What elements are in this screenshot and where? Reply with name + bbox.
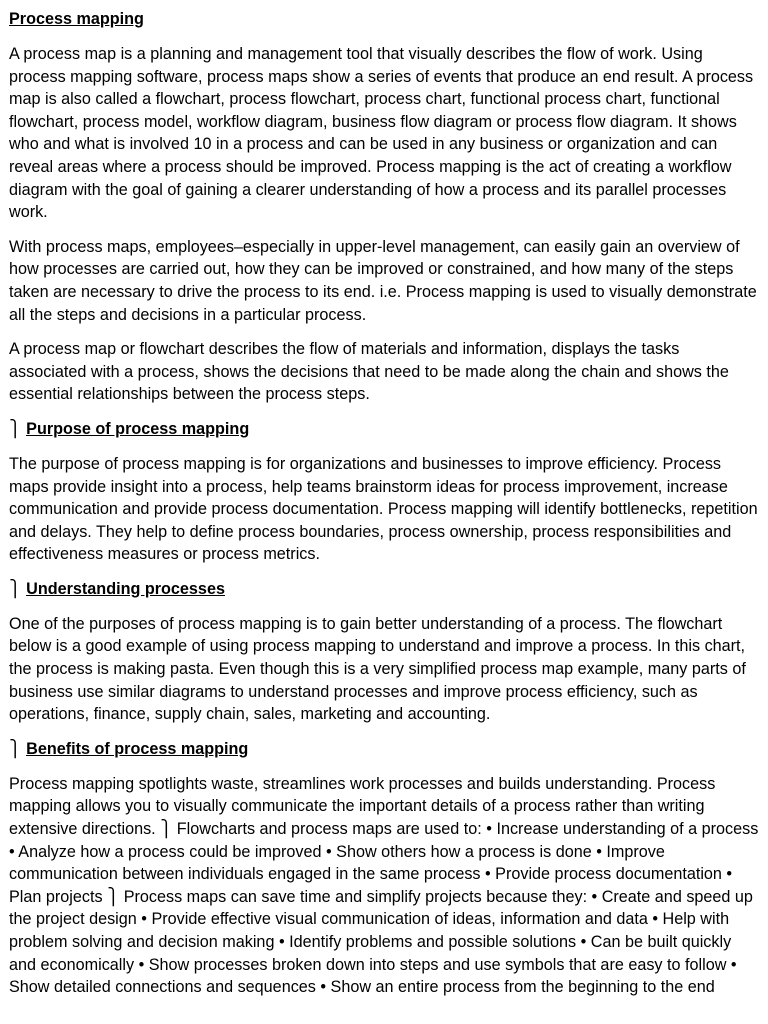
section-body-benefits: Process mapping spotlights waste, streamlines work processes and builds understanding. Process mapping allows you to visually communicate the important details of a process rather than writing extensive directions. ⎫ Flowcharts and process maps are used to: • Increase understanding of a process • Analyze how a process could be improved • Show others how a process is done • Improve communication between individuals engaged in the same process • Provide process documentation • Plan projects ⎫ Process maps can save time and simplify projects because they: • Create and speed up the project design • Provide effective visual communication of ideas, information and data • Help with problem solving and decision making • Identify problems and possible solutions • Can be built quickly and economically • Show processes broken down into steps and use symbols that are easy to follow • Show detailed connections and sequences • Show an entire process from the beginning to the end: [9, 774, 759, 997]
document-page: [9, 8, 761, 999]
document-title: [9, 8, 761, 30]
document-title-text: Process mapping: [9, 10, 144, 28]
bracket-bullet-icon: ⎫: [9, 419, 22, 438]
intro-paragraph-1: A process map is a planning and management tool that visually describes the flow of work. Using process mapping software, process maps show a series of events that produce an end result. A process map is also called a flowchart, process flowchart, process chart, functional process chart, functional flowchart, process model, workflow diagram, business flow diagram or process flow diagram. It shows who and what is involved 10 in a process and can be used in any business or organization and can reveal areas where a process should be improved. Process mapping is the act of creating a workflow diagram with the goal of gaining a clearer understanding of how a process and its parallel processes work.: [9, 45, 754, 222]
section-heading-benefits: [9, 738, 761, 760]
section-body-understanding: One of the purposes of process mapping is to gain better understanding of a process. The flowchart below is a good example of using process mapping to understand and improve a process. In this chart, the process is making pasta. Even though this is a very simplified process map example, many parts of business use similar diagrams to understand processes and improve process efficiency, such as operations, finance, supply chain, sales, marketing and accounting.: [9, 614, 746, 724]
section-body-purpose: The purpose of process mapping is for organizations and businesses to improve efficiency. Process maps provide insight into a process, help teams brainstorm ideas for process improvement, increase communication and provide process documentation. Process mapping will identify bottlenecks, repetition and delays. They help to define process boundaries, process ownership, process responsibilities and effectiveness measures or process metrics.: [9, 454, 758, 564]
section-heading-purpose: [9, 418, 761, 440]
intro-paragraph-2: With process maps, employees–especially in upper-level management, can easily gain an overview of how processes are carried out, how they can be improved or constrained, and how many of the steps taken are necessary to drive the process to its end. i.e. Process mapping is used to visually demonstrate all the steps and decisions in a particular process.: [9, 237, 757, 324]
section-heading-text: Benefits of process mapping: [26, 739, 249, 758]
bracket-bullet-icon: ⎫: [9, 579, 22, 598]
intro-paragraph-3: A process map or flowchart describes the flow of materials and information, displays the tasks associated with a process, shows the decisions that need to be made along the chain and shows the essential relationships between the process steps.: [9, 340, 729, 404]
section-heading-text: Understanding processes: [26, 579, 225, 598]
bracket-bullet-icon: ⎫: [9, 739, 22, 758]
section-heading-text: Purpose of process mapping: [26, 419, 250, 438]
section-heading-understanding: [9, 578, 761, 600]
